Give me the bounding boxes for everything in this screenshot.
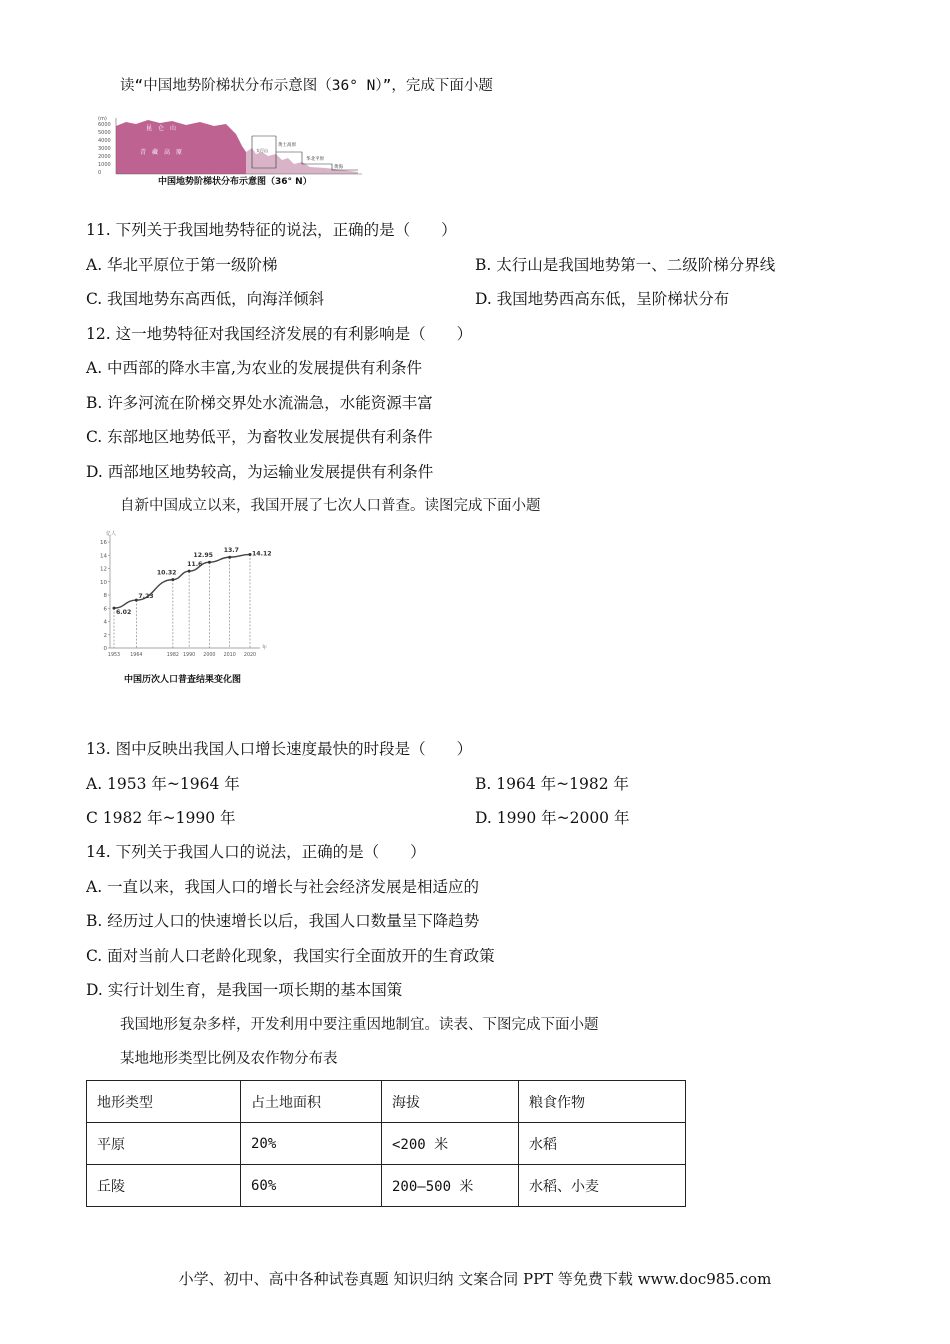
kunlun-label: 昆 仑 山 [146,125,177,132]
q14-stem: 14. 下列关于我国人口的说法，正确的是（ ） [86,843,426,861]
terrain-figure-caption: 中国地势阶梯状分布示意图（36° N） [158,177,312,187]
y-tick-label: 14 [100,553,107,560]
terrain-y-tick: 0 [98,170,102,176]
y-tick-label: 12 [100,566,107,573]
x-tick-label: 1953 [107,653,121,658]
table-cell: 20% [241,1123,382,1165]
data-label: 7.23 [138,593,154,601]
terrain-y-tick: 4000 [98,138,111,144]
q12-option-b: B. 许多河流在阶梯交界处水流湍急，水能资源丰富 [86,394,433,412]
q13-stem: 13. 图中反映出我国人口增长速度最快的时段是（ ） [86,740,473,758]
terrain-y-tick: 6000 [98,122,111,128]
x-tick-label: 2020 [243,653,257,658]
table-cell: 200—500 米 [382,1165,519,1207]
table-row [87,1123,686,1165]
q13-option-c: C 1982 年~1990 年 [86,809,236,827]
q13-option-d: D. 1990 年~2000 年 [475,809,630,827]
table-cell: 60% [241,1165,382,1207]
population-point [208,561,211,564]
q14-option-a: A. 一直以来，我国人口的增长与社会经济发展是相适应的 [86,878,480,896]
table-row [87,1165,686,1207]
data-label: 13.7 [223,547,239,555]
y-tick-label: 10 [100,579,107,586]
population-point [188,570,191,573]
terrain-y-tick: 2000 [98,154,111,160]
table-header-row [87,1081,686,1123]
q11-option-d: D. 我国地势西高东低，呈阶梯状分布 [475,290,730,308]
table-header-cell: 粮食作物 [519,1081,686,1123]
terrain-y-tick: 3000 [98,146,111,152]
q12-option-c: C. 东部地区地势低平，为畜牧业发展提供有利条件 [86,428,433,446]
haihai-label: 黄海 [334,165,343,170]
y-axis-unit: 亿人 [106,531,117,537]
q11-stem: 11. 下列关于我国地势特征的说法，正确的是（ ） [86,221,457,239]
x-tick-label: 1964 [130,653,143,658]
population-point [228,556,231,559]
x-tick-label: 1982 [166,653,179,658]
terrain-y-tick: 1000 [98,162,111,168]
q14-option-d: D. 实行计划生育，是我国一项长期的基本国策 [86,981,403,999]
q13-option-a: A. 1953 年~1964 年 [86,775,240,793]
q13-option-b: B. 1964 年~1982 年 [475,775,629,793]
table-cell: 水稻、小麦 [519,1165,686,1207]
loess-label: 黄土高原 [278,143,296,148]
page-footer: 小学、初中、高中各种试卷真题 知识归纳 文案合同 PPT 等免费下载 www.doc985.com [178,1270,772,1288]
q12-stem: 12. 这一地势特征对我国经济发展的有利影响是（ ） [86,325,473,343]
q14-option-c: C. 面对当前人口老龄化现象，我国实行全面放开的生育政策 [86,947,495,965]
y-tick-label: 8 [103,593,107,599]
table-header-cell: 海拔 [382,1081,519,1123]
x-axis-unit: 年 [262,645,268,651]
data-label: 6.02 [116,609,132,617]
x-tick-label: 1990 [182,653,196,658]
table-cell: 水稻 [519,1123,686,1165]
y-tick-label: 4 [103,619,107,626]
y-tick-label: 2 [103,632,107,639]
q12-option-d: D. 西部地区地势较高，为运输业发展提供有利条件 [86,463,434,481]
q11-option-c: C. 我国地势东高西低，向海洋倾斜 [86,290,325,308]
data-label: 14.12 [252,550,272,558]
q14-option-b: B. 经历过人口的快速增长以后，我国人口数量呈下降趋势 [86,912,480,930]
q11-option-b: B. 太行山是我国地势第一、二级阶梯分界线 [475,256,776,274]
data-label: 12.95 [193,552,213,560]
terrain-table [86,1080,686,1207]
population-chart-caption: 中国历次人口普查结果变化图 [124,675,242,685]
q12-option-a: A. 中西部的降水丰富,为农业的发展提供有利条件 [86,359,422,377]
table-cell: 丘陵 [87,1165,241,1207]
x-tick-label: 2000 [203,653,216,658]
terrain-y-tick: 5000 [98,130,111,136]
taihang-label: 太行山 [256,148,268,153]
table-header-cell: 占土地面积 [241,1081,382,1123]
q11-option-a: A. 华北平原位于第一级阶梯 [86,256,278,274]
section1-intro: 读“中国地势阶梯状分布示意图（36° N）”，完成下面小题 [120,78,493,94]
data-label: 10.32 [156,569,177,577]
qinghai-label: 青 藏 高 原 [140,149,183,156]
terrain-y-unit: (m) [98,116,107,122]
population-point [171,578,174,581]
table-cell: <200 米 [382,1123,519,1165]
population-census-chart [92,530,272,668]
y-tick-label: 0 [103,646,107,652]
terrain-area-high [116,120,248,174]
section2-intro: 自新中国成立以来，我国开展了七次人口普查。读图完成下面小题 [120,498,541,514]
table-header-cell: 地形类型 [87,1081,241,1123]
table-cell: 平原 [87,1123,241,1165]
table-title: 某地地形类型比例及农作物分布表 [120,1051,338,1067]
x-tick-label: 2010 [223,653,236,658]
data-label: 11.6 [187,561,203,569]
huabei-label: 华北平原 [306,157,324,162]
section3-intro: 我国地形复杂多样，开发利用中要注重因地制宜。读表、下图完成下面小题 [120,1017,599,1033]
y-tick-label: 16 [100,540,107,546]
y-tick-label: 6 [103,606,107,613]
